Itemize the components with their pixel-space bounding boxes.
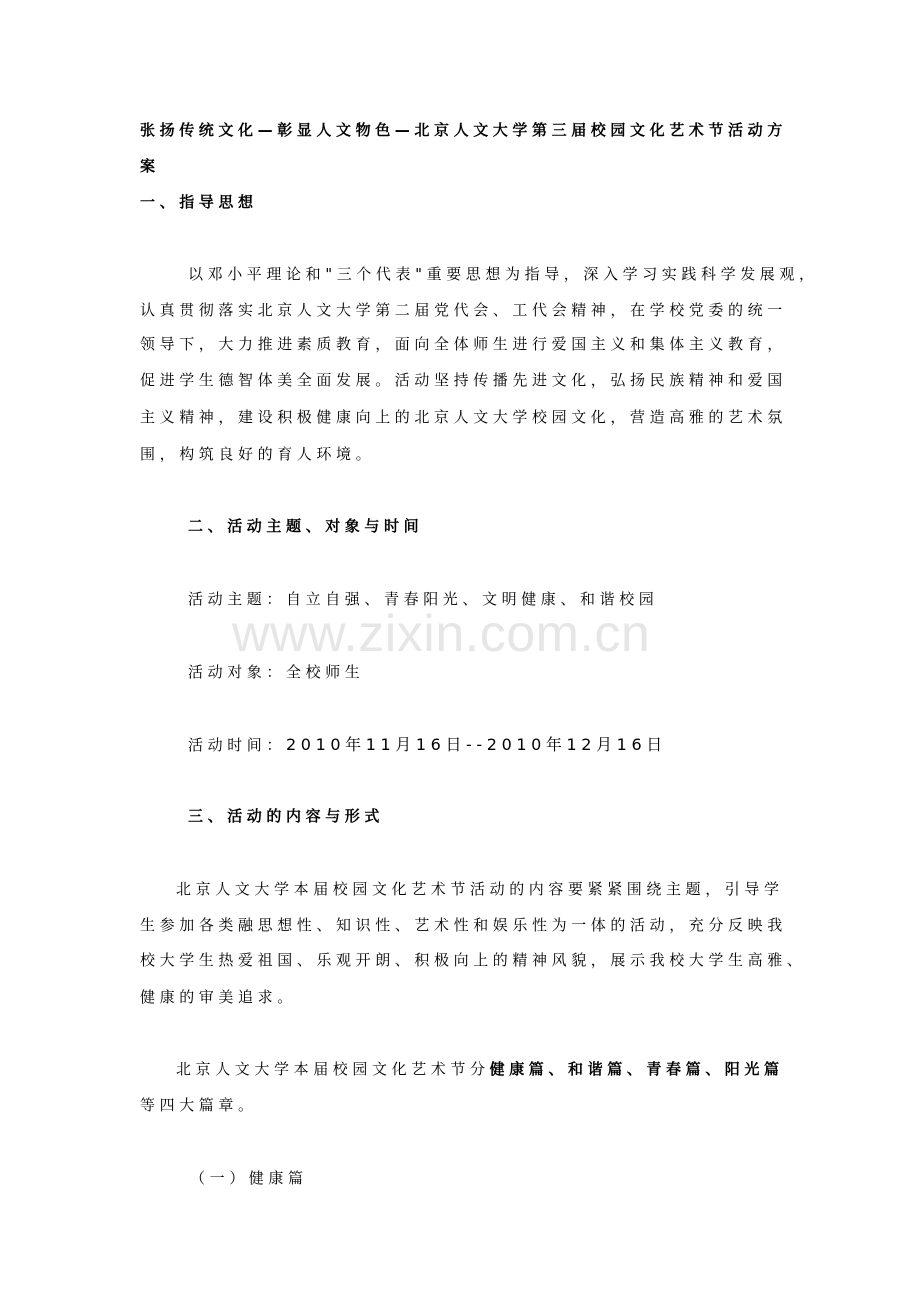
activity-time-value: 2010年11月16日--2010年12月16日: [286, 735, 667, 754]
section1-paragraph-line: 认真贯彻落实北京人文大学第二届党代会、工代会精神，在学校党委的统一: [140, 301, 787, 319]
section3-paragraph-line: 生参加各类融思想性、知识性、艺术性和娱乐性为一体的活动，充分反映我: [140, 916, 787, 934]
activity-time-label: 活动时间：: [188, 736, 287, 754]
document-title-line-1: 张扬传统文化—彰显人文物色—北京人文大学第三届校园文化艺术节活动方: [140, 121, 787, 139]
section3-paragraph-line: 校大学生热爱祖国、乐观开朗、积极向上的精神风貌，展示我校大学生高雅、: [140, 951, 807, 969]
watermark: www.zixin.com.cn: [232, 605, 651, 663]
section1-paragraph-line: 以邓小平理论和"三个代表"重要思想为指导，深入学习实践科学发展观，: [188, 265, 819, 283]
section3-paragraph2-line-1: [176, 1059, 784, 1079]
document-title-line-2: 案: [140, 157, 160, 175]
section1-paragraph-line: 主义精神，建设积极健康向上的北京人文大学校园文化，营造高雅的艺术氛: [140, 408, 787, 426]
section3-paragraph-line: 健康的审美追求。: [140, 988, 297, 1006]
section3-heading: 三、活动的内容与形式: [188, 807, 385, 825]
subsection-health: （一）健康篇: [190, 1169, 308, 1187]
activity-theme: 活动主题：自立自强、青春阳光、文明健康、和谐校园: [188, 590, 659, 608]
section1-paragraph-line: 领导下，大力推进素质教育，面向全体师生进行爱国主义和集体主义教育，: [140, 335, 787, 353]
activity-audience: 活动对象：全校师生: [188, 663, 365, 681]
section1-heading: 一、指导思想: [140, 193, 258, 211]
paragraph2-prefix: 北京人文大学本届校园文化艺术节分: [176, 1060, 490, 1078]
activity-time: [188, 735, 667, 755]
section3-paragraph2-line-2: 等四大篇章。: [140, 1096, 258, 1114]
section1-paragraph-line: 围，构筑良好的育人环境。: [140, 445, 376, 463]
section1-paragraph-line: 促进学生德智体美全面发展。活动坚持传播先进文化，弘扬民族精神和爱国: [140, 371, 787, 389]
section2-heading: 二、活动主题、对象与时间: [188, 517, 424, 535]
section3-paragraph-line: 北京人文大学本届校园文化艺术节活动的内容要紧紧围绕主题，引导学: [176, 880, 784, 898]
paragraph2-chapters: 健康篇、和谐篇、青春篇、阳光篇: [489, 1060, 784, 1078]
